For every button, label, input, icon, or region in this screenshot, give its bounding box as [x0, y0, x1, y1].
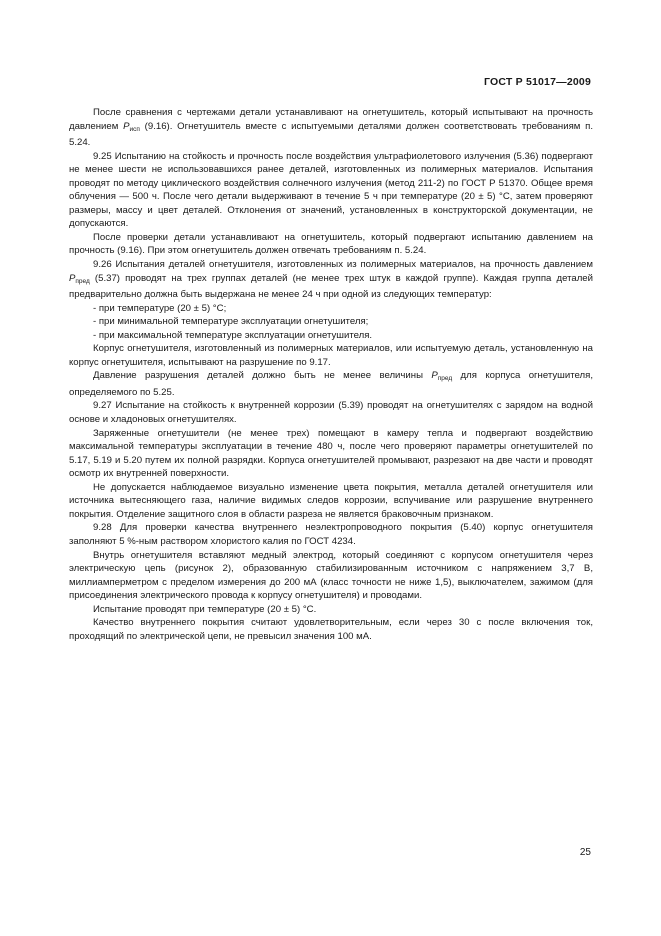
pressure-symbol: P: [123, 120, 130, 132]
paragraph: [69, 521, 593, 548]
text-run: Качество внутреннего покрытия считают удовлетворительным, если через 30 с после включения ток, проходящий по электрической цепи, не превысил значения 100 мА.: [69, 617, 593, 642]
pressure-subscript: пред: [75, 277, 90, 285]
list-item: [69, 315, 593, 329]
standard-header: ГОСТ Р 51017—2009: [483, 76, 591, 88]
text-run: Заряженные огнетушители (не менее трех) помещают в камеру тепла и подвергают воздействию максимальной температуры эксплуатации в течение 480 ч, после чего проверяют параметры огнетушителей по 5.17, 5.19 и 5.20 путем их полной разрядки. Корпуса огнетушителей промывают, разрезают на две части и проводят осмотр их внутренней поверхности.: [69, 427, 593, 480]
text-run: (5.37) проводят на трех группах деталей (не менее трех штук в каждой группе). Каждая группа деталей предварительно должна быть выдержана не менее 24 ч при одной из следующих температур:: [69, 272, 593, 301]
text-run: - при минимальной температуре эксплуатации огнетушителя;: [93, 316, 369, 328]
paragraph: [69, 616, 593, 643]
text-run: Испытание проводят при температуре (20 ± 5) °С.: [93, 603, 317, 615]
list-item: [69, 302, 593, 316]
text-run: 9.28 Для проверки качества внутреннего неэлектропроводного покрытия (5.40) корпус огнетушителя заполняют 5 %-ным раствором хлористого калия по ГОСТ 4234.: [69, 522, 593, 547]
text-run: 9.25 Испытанию на стойкость и прочность после воздействия ультрафиолетового излучения (5.36) подвергают не менее шести не использовавшихся ранее деталей, изготовленных из полимерных материалов. Испытания проводят по методу циклического воздействия солнечного излучения (метод 211-2) по ГОСТ Р 51370. Общее время облучения — 500 ч. После чего детали выдерживают в течение 5 ч при температуре (20 ± 5) °С, затем проверяют размеры, массу и цвет деталей. Отклонения от значений, установленных в конструкторской документации, не допускаются.: [69, 150, 593, 230]
text-run: После сравнения с чертежами детали устанавливают на огнетушитель, который испытывают на прочность давлением: [69, 107, 593, 132]
text-run: Не допускается наблюдаемое визуально изменение цвета покрытия, металла деталей огнетушителя или источника вытесняющего газа, наличие видимых следов коррозии, вспучивание или разрушение внутреннего покрытия. Отделение защитного слоя в области разреза не является браковочным признаком.: [69, 481, 593, 520]
text-run: Внутрь огнетушителя вставляют медный электрод, который соединяют с корпусом огнетушителя через электрическую цепь (рисунок 2), образованную стабилизированным источником с напряжением 3,7 В, миллиамперметром с пределом измерения до 200 мА (класс точности не ниже 1,5), выключателем, зажимом (для присоединения электрического провода к корпусу огнетушителя) и проводами.: [69, 549, 593, 602]
text-run: Корпус огнетушителя, изготовленный из полимерных материалов, или испытуемую деталь, установленную на корпус огнетушителя, испытывают на разрушение по 9.17.: [69, 343, 593, 368]
text-run: для корпуса огнетушителя, определяемого по 5.25.: [69, 370, 593, 398]
paragraph: [69, 369, 593, 399]
paragraph: [69, 258, 593, 302]
paragraph: [69, 427, 593, 481]
pressure-subscript: пред: [437, 375, 453, 383]
paragraph: [69, 399, 593, 426]
paragraph: [69, 549, 593, 603]
text-run: Давление разрушения деталей должно быть не менее величины: [93, 370, 432, 382]
paragraph: [69, 603, 593, 617]
text-run: - при температуре (20 ± 5) °С;: [93, 302, 227, 314]
paragraph: [69, 106, 593, 150]
text-run: (9.16). Огнетушитель вместе с испытуемыми деталями должен соответствовать требованиям п. 5.24.: [69, 120, 594, 149]
pressure-subscript: исп: [129, 125, 140, 133]
page-number: 25: [579, 847, 591, 858]
text-run: - при максимальной температуре эксплуатации огнетушителя.: [93, 329, 373, 341]
list-item: [69, 329, 593, 343]
pressure-symbol: P: [431, 370, 438, 382]
text-run: После проверки детали устанавливают на огнетушитель, который подвергают испытанию давлением на прочность (9.16). При этом огнетушитель должен отвечать требованиям п. 5.24.: [69, 231, 593, 257]
paragraph: [69, 481, 593, 522]
text-run: 9.26 Испытания деталей огнетушителя, изготовленных из полимерных материалов, на прочность давлением: [93, 259, 593, 271]
paragraph: [69, 150, 593, 231]
text-run: 9.27 Испытание на стойкость к внутренней коррозии (5.39) проводят на огнетушителях с зарядом на водной основе и хладоновых огнетушителях.: [69, 400, 593, 426]
paragraph: [69, 231, 593, 258]
document-body: [69, 106, 593, 643]
pressure-symbol: P: [69, 272, 76, 284]
paragraph: [69, 342, 593, 369]
